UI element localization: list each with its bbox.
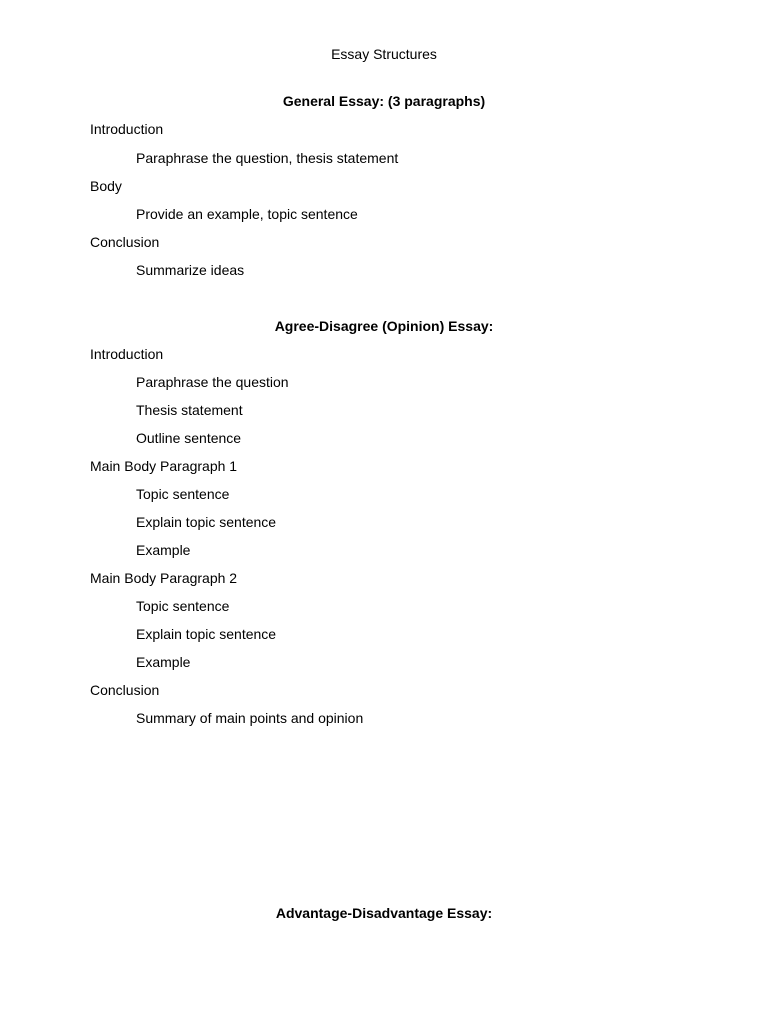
outline-item: Introduction: [90, 346, 164, 362]
outline-subitem: Paraphrase the question: [136, 374, 289, 390]
outline-subitem: Explain topic sentence: [136, 514, 277, 530]
outline-subitem: Outline sentence: [136, 430, 242, 446]
outline-subitem: Summarize ideas: [136, 262, 245, 278]
document-title: Essay Structures: [331, 46, 437, 62]
outline-subitem: Provide an example, topic sentence: [136, 206, 358, 222]
outline-item: Conclusion: [90, 234, 160, 250]
outline-item: Body: [90, 178, 122, 194]
section-heading-general: General Essay: (3 paragraphs): [282, 93, 486, 109]
outline-subitem: Paraphrase the question, thesis statement: [136, 150, 399, 166]
section-heading-advantage-disadvantage: Advantage-Disadvantage Essay:: [275, 905, 493, 921]
outline-subitem: Topic sentence: [136, 486, 230, 502]
outline-item: Main Body Paragraph 1: [90, 458, 238, 474]
outline-item: Conclusion: [90, 682, 160, 698]
section-heading-agree-disagree: Agree-Disagree (Opinion) Essay:: [274, 318, 494, 334]
outline-item: Introduction: [90, 121, 164, 137]
outline-subitem: Example: [136, 542, 191, 558]
outline-item: Main Body Paragraph 2: [90, 570, 238, 586]
outline-subitem: Topic sentence: [136, 598, 230, 614]
outline-subitem: Thesis statement: [136, 402, 243, 418]
outline-subitem: Explain topic sentence: [136, 626, 277, 642]
outline-subitem: Example: [136, 654, 191, 670]
outline-subitem: Summary of main points and opinion: [136, 710, 364, 726]
